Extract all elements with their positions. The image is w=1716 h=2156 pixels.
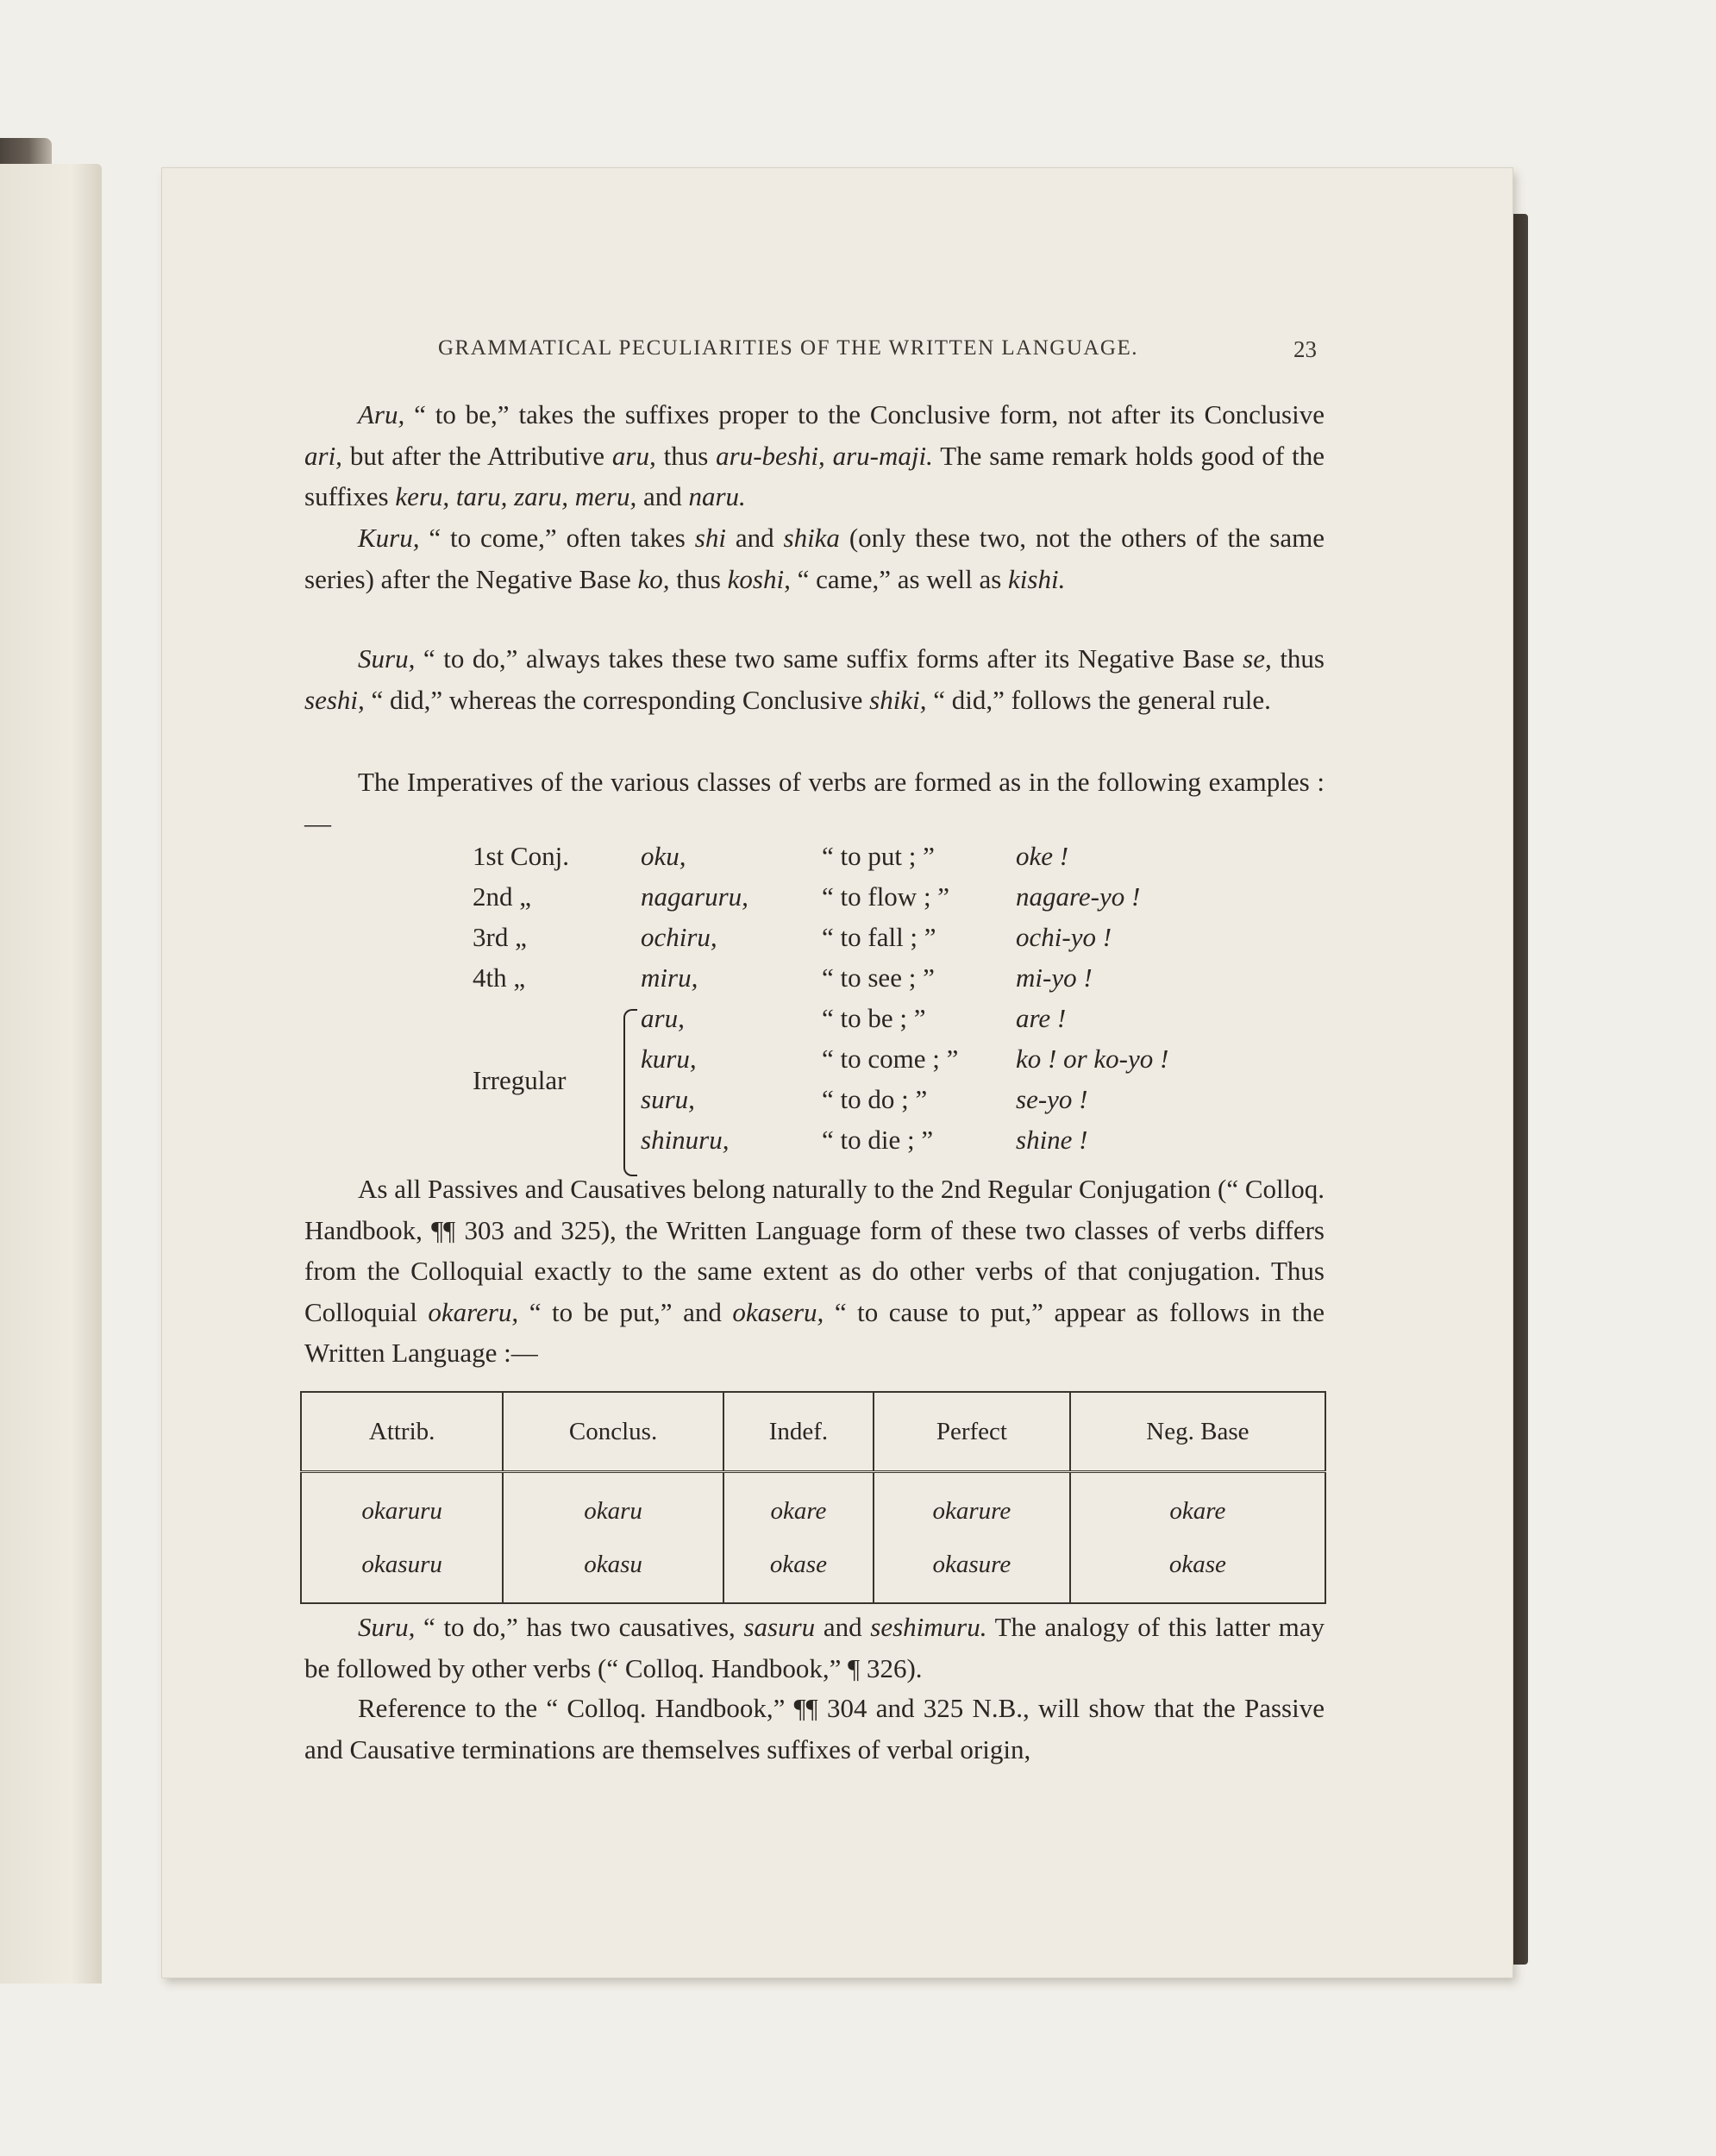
example-verb: nagaruru, — [641, 881, 748, 912]
table-cell: okase — [1070, 1538, 1325, 1603]
text-span: The Imperatives of the various classes of verbs are formed as in the following examples :— — [304, 767, 1325, 838]
example-imperative: shine ! — [1016, 1125, 1088, 1155]
table-header: Indef. — [723, 1392, 874, 1472]
paragraph-reference — [304, 1688, 1325, 1770]
term-okareru: okareru, — [428, 1296, 519, 1327]
term-suffixes: keru, taru, zaru, meru, — [395, 481, 637, 511]
table-header: Attrib. — [301, 1392, 503, 1472]
text-span: thus — [1271, 643, 1325, 674]
conjugation-table — [300, 1391, 1326, 1604]
text-span: but after the Attributive — [341, 440, 612, 471]
term-seshimuru: seshimuru. — [870, 1612, 987, 1642]
term-aru-beshi: aru-beshi, aru-maji. — [716, 440, 933, 471]
example-imperative: are ! — [1016, 1003, 1067, 1033]
example-meaning: “ to flow ; ” — [822, 881, 950, 912]
table-cell: okase — [723, 1538, 874, 1603]
term-ari: ari, — [304, 440, 342, 471]
text-span: “ to come,” often takes — [419, 523, 695, 553]
text-span: and — [815, 1612, 871, 1642]
table-cell: okasuru — [301, 1538, 503, 1603]
text-span: “ did,” whereas the corresponding Conclusive — [364, 684, 870, 715]
text-span: (only these two, not the others of the same series) after the Negative Base — [304, 523, 1325, 594]
page-number: 23 — [1293, 336, 1317, 362]
term-shi: shi — [694, 523, 726, 553]
example-verb: suru, — [641, 1084, 695, 1114]
example-imperative: oke ! — [1016, 841, 1069, 871]
term-seshi: seshi, — [304, 684, 365, 715]
term-shiki: shiki, — [869, 684, 927, 715]
term-kishi: kishi. — [1008, 563, 1066, 594]
text-span: “ to do,” has two causatives, — [415, 1612, 744, 1642]
paragraph-aru — [304, 394, 1325, 517]
text-span: “ came,” as well as — [790, 563, 1009, 594]
example-conj: 3rd „ — [473, 922, 527, 952]
text-span: The analogy of this latter may be followed by other verbs (“ Colloq. Handbook,” ¶ 326). — [304, 1612, 1325, 1683]
example-conj: 2nd „ — [473, 881, 532, 912]
example-meaning: “ to put ; ” — [822, 841, 935, 871]
example-meaning: “ to fall ; ” — [822, 922, 936, 952]
example-verb: shinuru, — [641, 1125, 730, 1155]
paragraph-kuru — [304, 517, 1325, 599]
example-imperative: ko ! or ko-yo ! — [1016, 1044, 1169, 1074]
irregular-row — [162, 1125, 1512, 1165]
text-span: and — [636, 481, 689, 511]
table-cell: okasu — [503, 1538, 723, 1603]
example-row — [162, 922, 1512, 962]
term-naru: naru. — [688, 481, 746, 511]
example-imperative: se-yo ! — [1016, 1084, 1088, 1114]
table-row — [301, 1538, 1325, 1603]
table-row — [301, 1472, 1325, 1539]
table-cell: okaruru — [301, 1472, 503, 1539]
paragraph-suru — [304, 638, 1325, 720]
text-span: thus — [669, 563, 728, 594]
text-span: thus — [655, 440, 717, 471]
text-span: “ to be,” takes the suffixes proper to the Conclusive form, not after its Conclusive — [404, 399, 1325, 429]
term-okaseru: okaseru, — [732, 1296, 824, 1327]
term-suru: Suru, — [358, 643, 416, 674]
table-cell: okarure — [874, 1472, 1070, 1539]
term-ko: ko, — [637, 563, 670, 594]
term-sasuru: sasuru — [743, 1612, 816, 1642]
example-conj: 4th „ — [473, 962, 526, 993]
facing-page-edge — [0, 164, 102, 1984]
text-span: “ did,” follows the general rule. — [926, 684, 1271, 715]
example-conj: 1st Conj. — [473, 841, 569, 871]
example-meaning: “ to die ; ” — [822, 1125, 934, 1155]
example-meaning: “ to be ; ” — [822, 1003, 926, 1033]
paragraph-causatives — [304, 1607, 1325, 1689]
example-row — [162, 962, 1512, 1003]
example-verb: ochiru, — [641, 922, 717, 952]
paragraph-passives — [304, 1169, 1325, 1374]
text-span: As all Passives and Causatives belong naturally to the 2nd Regular Conjugation (“ Colloq. Handbook, ¶¶ 303 and 325), the Written Language form of these two classes of verbs differs from the Colloquial exactly to the same extent as do other verbs of that conjugation. Thus Colloquial — [304, 1174, 1325, 1327]
text-span: “ to be put,” and — [518, 1296, 733, 1327]
example-meaning: “ to do ; ” — [822, 1084, 928, 1114]
example-verb: kuru, — [641, 1044, 697, 1074]
example-imperative: mi-yo ! — [1016, 962, 1093, 993]
example-verb: oku, — [641, 841, 686, 871]
example-meaning: “ to come ; ” — [822, 1044, 959, 1074]
book-page — [162, 168, 1512, 1977]
table-cell: okare — [723, 1472, 874, 1539]
table-cell: okasure — [874, 1538, 1070, 1603]
table-cell: okaru — [503, 1472, 723, 1539]
text-span: and — [725, 523, 784, 553]
term-koshi: koshi, — [727, 563, 791, 594]
paragraph-imperatives — [304, 761, 1325, 843]
table-header: Neg. Base — [1070, 1392, 1325, 1472]
example-row — [162, 881, 1512, 922]
example-imperative: ochi-yo ! — [1016, 922, 1112, 952]
table-header: Conclus. — [503, 1392, 723, 1472]
table-header: Perfect — [874, 1392, 1070, 1472]
irregular-row — [162, 1044, 1512, 1084]
example-verb: miru, — [641, 962, 698, 993]
term-suru: Suru, — [358, 1612, 416, 1642]
table-cell: okare — [1070, 1472, 1325, 1539]
term-aru: Aru, — [358, 399, 405, 429]
example-meaning: “ to see ; ” — [822, 962, 935, 993]
term-shika: shika — [783, 523, 840, 553]
text-span: “ to do,” always takes these two same suffix forms after its Negative Base — [415, 643, 1243, 674]
example-imperative: nagare-yo ! — [1016, 881, 1141, 912]
table-header-row — [301, 1392, 1325, 1472]
running-head: GRAMMATICAL PECULIARITIES OF THE WRITTEN LANGUAGE. — [438, 336, 1138, 360]
irregular-label: Irregular — [473, 1065, 567, 1095]
text-span: The same remark holds good of the suffixes — [304, 440, 1325, 511]
term-aru-attrib: aru, — [611, 440, 656, 471]
irregular-row — [162, 1084, 1512, 1125]
text-span: “ to cause to put,” appear as follows in the Written Language :— — [304, 1296, 1325, 1368]
irregular-row — [162, 1003, 1512, 1044]
example-row — [162, 841, 1512, 881]
text-span: Reference to the “ Colloq. Handbook,” ¶¶ 304 and 325 N.B., will show that the Passive and Causative terminations are themselves suffixes of verbal origin, — [304, 1693, 1325, 1764]
term-se: se, — [1243, 643, 1272, 674]
example-verb: aru, — [641, 1003, 685, 1033]
term-kuru: Kuru, — [358, 523, 420, 553]
